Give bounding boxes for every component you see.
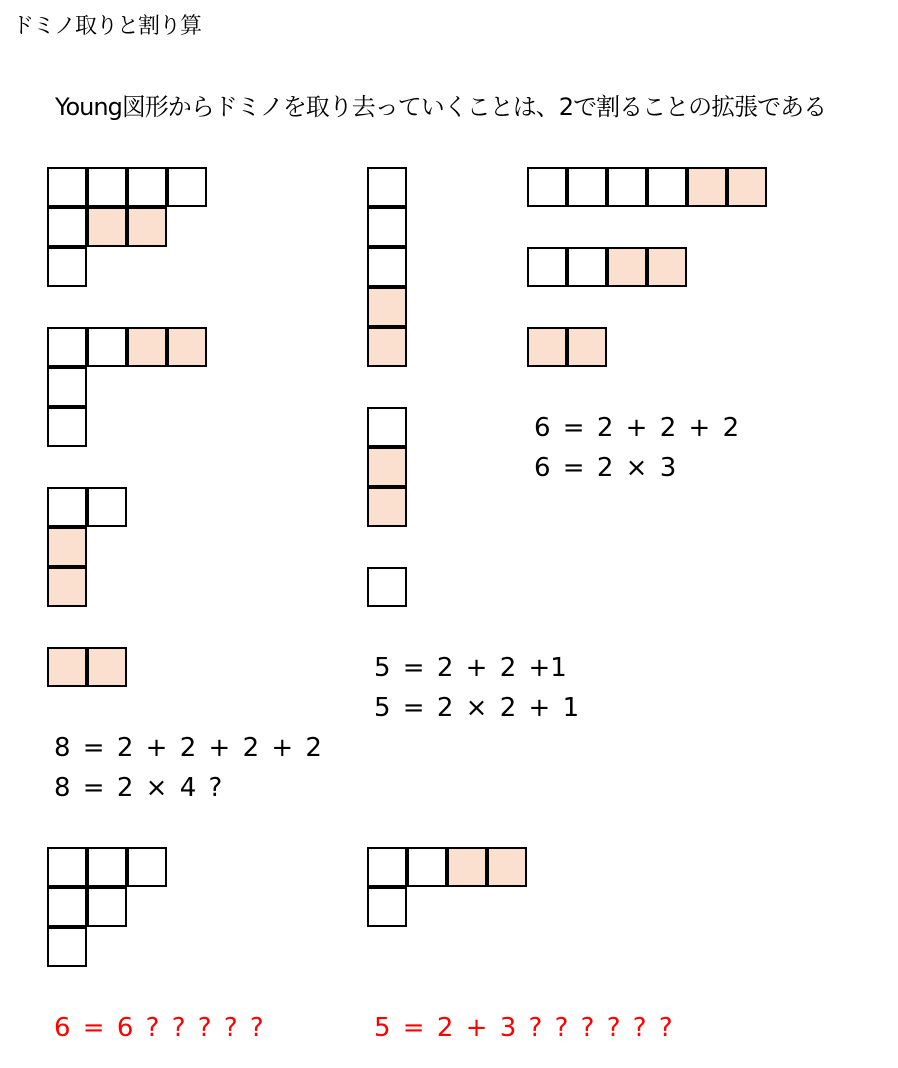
- young-cell: [87, 167, 127, 207]
- young-cell: [407, 847, 447, 887]
- domino-cell: [87, 647, 127, 687]
- young-cell: [527, 247, 567, 287]
- domino-cell: [727, 167, 767, 207]
- domino-cell: [367, 327, 407, 367]
- domino-cell: [87, 207, 127, 247]
- equation-left-sum: 8 = 2 + 2 + 2 + 2: [54, 733, 322, 763]
- young-cell: [607, 167, 647, 207]
- equation-left-product: 8 = 2 × 4 ?: [54, 773, 223, 803]
- young-cell: [47, 207, 87, 247]
- young-cell: [47, 407, 87, 447]
- young-cell: [167, 167, 207, 207]
- domino-cell: [487, 847, 527, 887]
- young-cell: [127, 847, 167, 887]
- young-cell: [367, 887, 407, 927]
- equation-right-sum: 6 = 2 + 2 + 2: [534, 413, 740, 443]
- young-cell: [87, 487, 127, 527]
- domino-cell: [127, 327, 167, 367]
- young-cell: [87, 327, 127, 367]
- domino-cell: [47, 647, 87, 687]
- equation-bottom-middle-question: 5 = 2 + 3 ? ? ? ? ? ?: [374, 1013, 673, 1043]
- domino-cell: [607, 247, 647, 287]
- young-cell: [527, 167, 567, 207]
- domino-cell: [167, 327, 207, 367]
- young-cell: [367, 407, 407, 447]
- domino-cell: [367, 287, 407, 327]
- young-cell: [47, 247, 87, 287]
- domino-cell: [447, 847, 487, 887]
- young-cell: [567, 167, 607, 207]
- equation-right-product: 6 = 2 × 3: [534, 453, 677, 483]
- young-cell: [47, 367, 87, 407]
- domino-cell: [567, 327, 607, 367]
- equation-middle-product: 5 = 2 × 2 + 1: [374, 693, 580, 723]
- domino-cell: [647, 247, 687, 287]
- domino-cell: [367, 447, 407, 487]
- equation-bottom-left-question: 6 = 6 ? ? ? ? ?: [54, 1013, 264, 1043]
- young-cell: [567, 247, 607, 287]
- domino-cell: [127, 207, 167, 247]
- domino-cell: [687, 167, 727, 207]
- young-cell: [367, 847, 407, 887]
- young-cell: [47, 487, 87, 527]
- young-cell: [47, 167, 87, 207]
- domino-cell: [47, 527, 87, 567]
- young-cell: [367, 567, 407, 607]
- young-cell: [47, 887, 87, 927]
- equation-middle-sum: 5 = 2 + 2 +1: [374, 653, 567, 683]
- domino-cell: [527, 327, 567, 367]
- domino-cell: [367, 487, 407, 527]
- young-cell: [367, 207, 407, 247]
- page-title: ドミノ取りと割り算: [12, 14, 202, 39]
- young-cell: [647, 167, 687, 207]
- young-cell: [367, 247, 407, 287]
- young-cell: [367, 167, 407, 207]
- young-cell: [47, 847, 87, 887]
- subtitle: Young図形からドミノを取り去っていくことは、2で割ることの拡張である: [55, 93, 827, 121]
- young-cell: [47, 327, 87, 367]
- domino-cell: [47, 567, 87, 607]
- young-cell: [127, 167, 167, 207]
- young-cell: [47, 927, 87, 967]
- young-cell: [87, 887, 127, 927]
- young-cell: [87, 847, 127, 887]
